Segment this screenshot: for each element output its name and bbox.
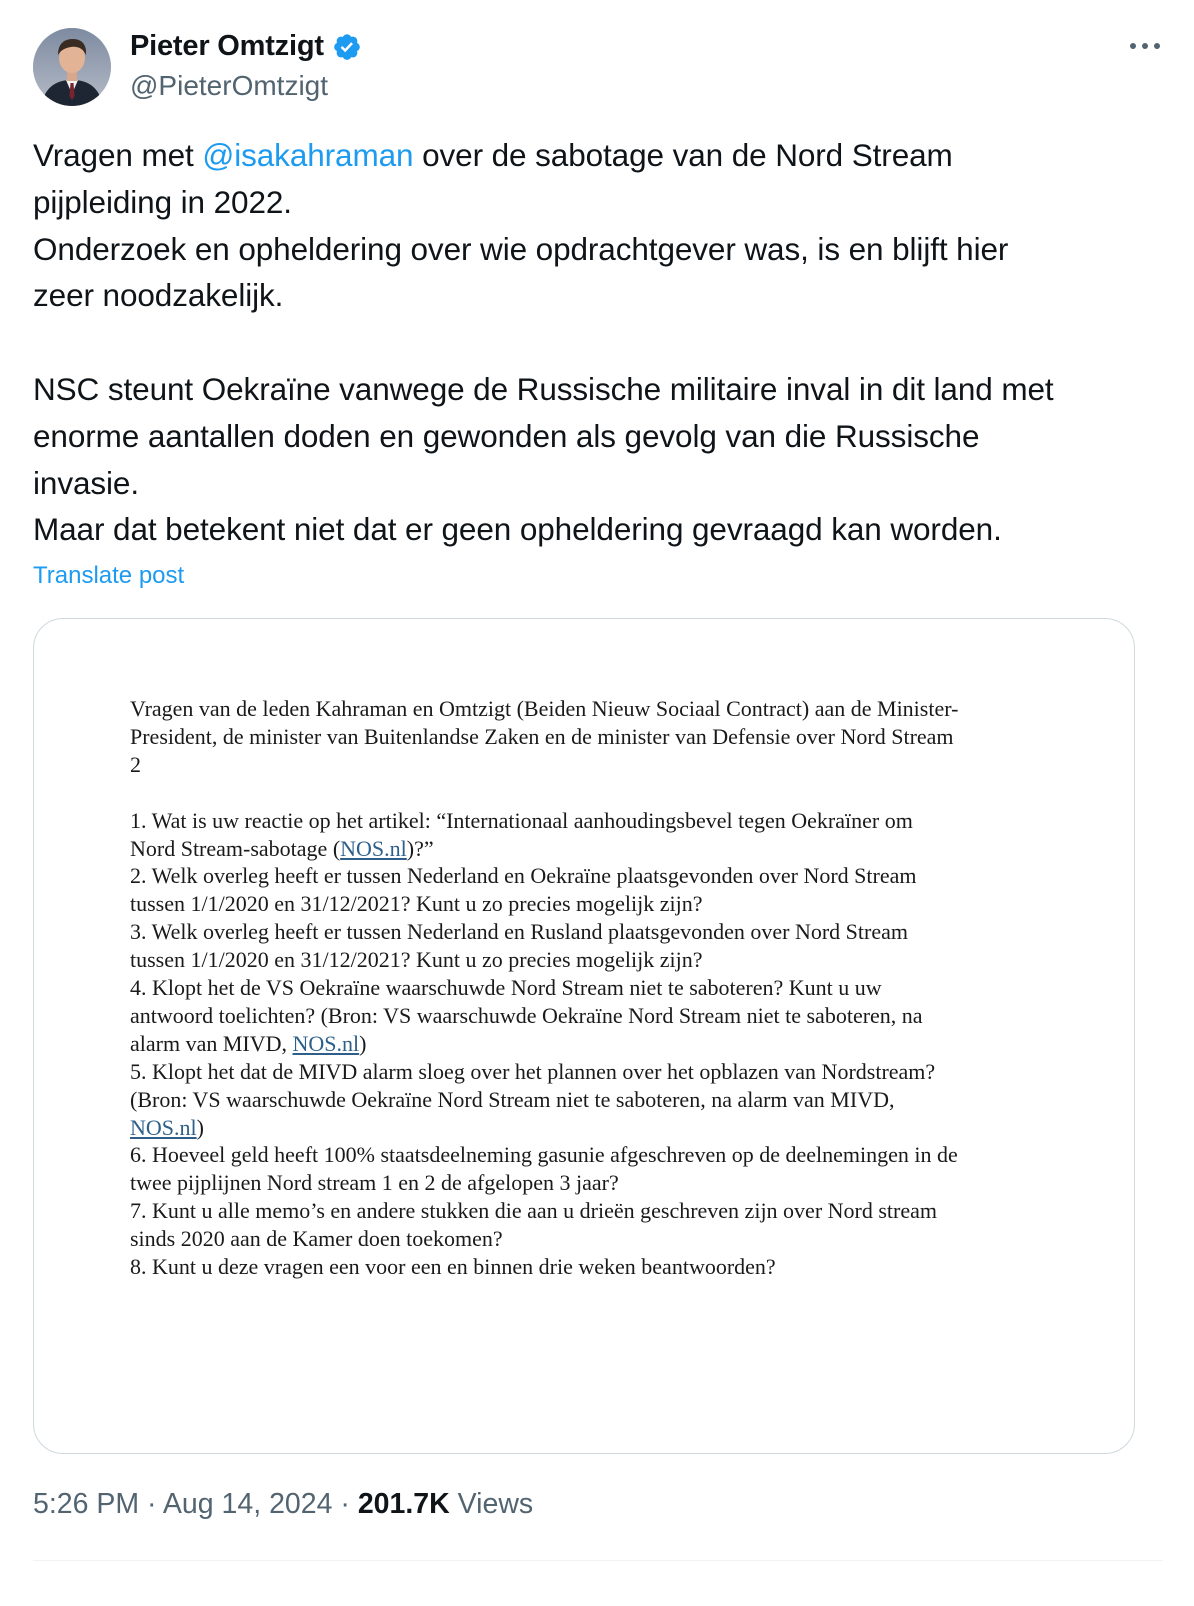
text-run: antwoord toelichten? (Bron: VS waarschuwde Oekraïne Nord Stream niet te saboteren, na xyxy=(130,1002,923,1028)
source-link: NOS.nl xyxy=(292,1030,360,1056)
text-run: (Bron: VS waarschuwde Oekraïne Nord Stream niet te saboteren, na alarm van MIVD, xyxy=(130,1086,895,1112)
text-run: 2. Welk overleg heeft er tussen Nederland en Oekraïne plaatsgevonden over Nord Stream xyxy=(130,863,917,889)
tweet-line xyxy=(33,413,1173,460)
text-run: Vragen met xyxy=(33,137,203,173)
tweet-line xyxy=(33,506,1173,553)
text-run: tussen 1/1/2020 en 31/12/2021? Kunt u zo precies mogelijk zijn? xyxy=(130,891,703,917)
text-run: zeer noodzakelijk. xyxy=(33,277,284,314)
document-line xyxy=(130,1169,1060,1197)
tweet-header xyxy=(33,28,1163,108)
text-run: 2 xyxy=(130,751,141,777)
text-run: 6. Hoeveel geld heeft 100% staatsdeelneming gasunie afgeschreven op de deelnemingen in de xyxy=(130,1142,958,1168)
text-run: 4. Klopt het de VS Oekraïne waarschuwde Nord Stream niet te saboteren? Kunt u uw xyxy=(130,975,882,1001)
text-run: Vragen van de leden Kahraman en Omtzigt (Beiden Nieuw Sociaal Contract) aan de Minister- xyxy=(130,696,959,721)
document-line xyxy=(130,946,1060,974)
text-run: President, de minister van Buitenlandse Zaken en de minister van Defensie over Nord Stream xyxy=(130,723,954,749)
avatar[interactable] xyxy=(33,28,111,106)
source-link: NOS.nl xyxy=(340,835,407,861)
views-label: Views xyxy=(449,1488,534,1520)
more-horizontal-icon[interactable] xyxy=(1127,38,1163,54)
meta-separator: · xyxy=(332,1488,358,1520)
tweet-line xyxy=(33,132,1173,179)
translate-post-link[interactable]: Translate post xyxy=(33,562,185,589)
divider xyxy=(33,1560,1163,1561)
text-run: ) xyxy=(196,1114,204,1140)
profile-photo-icon xyxy=(33,28,111,106)
document-line xyxy=(130,807,1060,835)
text-run: 5. Klopt het dat de MIVD alarm sloeg over het plannen over het opblazen van Nordstream? xyxy=(130,1058,936,1084)
text-run: ) xyxy=(359,1030,367,1056)
text-run: over de sabotage van de Nord Stream xyxy=(413,137,953,173)
document-line xyxy=(130,835,1060,863)
text-run: 3. Welk overleg heeft er tussen Nederland en Rusland plaatsgevonden over Nord Stream xyxy=(130,919,908,945)
text-run: Nord Stream-sabotage ( xyxy=(130,835,341,861)
author-handle[interactable]: @PieterOmtzigt xyxy=(130,70,329,101)
tweet-line xyxy=(33,366,1173,413)
text-run: pijpleiding in 2022. xyxy=(33,183,292,220)
text-run: sinds 2020 aan de Kamer doen toekomen? xyxy=(130,1226,503,1252)
tweet-line xyxy=(33,460,1173,507)
document-line xyxy=(130,1058,1060,1086)
blank-line xyxy=(33,319,1173,366)
mention-link[interactable]: @isakahraman xyxy=(202,137,414,173)
text-run: Onderzoek en opheldering over wie opdrachtgever was, is en blijft hier xyxy=(33,230,1009,267)
text-run: twee pijplijnen Nord stream 1 en 2 de afgelopen 3 jaar? xyxy=(130,1170,619,1196)
document-line xyxy=(130,1030,1060,1058)
document-line xyxy=(130,1086,1060,1114)
document-text xyxy=(130,695,1060,1281)
blank-line xyxy=(130,779,1060,807)
author-display-name[interactable]: Pieter Omtzigt xyxy=(130,30,324,62)
document-line xyxy=(130,723,1060,751)
tweet-line xyxy=(33,179,1173,226)
verified-badge-icon[interactable] xyxy=(332,32,362,62)
text-run: Maar dat betekent niet dat er geen opheldering gevraagd kan worden. xyxy=(33,511,1002,548)
meta-separator: · xyxy=(139,1488,163,1520)
text-run: 7. Kunt u alle memo’s en andere stukken die aan u drieën geschreven zijn over Nord stream xyxy=(130,1198,937,1224)
document-line xyxy=(130,1253,1060,1281)
text-run: invasie. xyxy=(33,464,140,501)
text-run: )?” xyxy=(406,835,434,861)
document-line xyxy=(130,1114,1060,1142)
post-time[interactable]: 5:26 PM xyxy=(33,1488,140,1520)
document-line xyxy=(130,751,1060,779)
document-line xyxy=(130,862,1060,890)
document-line xyxy=(130,1141,1060,1169)
text-run: alarm van MIVD, xyxy=(130,1030,293,1056)
text-run: NSC steunt Oekraïne vanwege de Russische militaire inval in dit land met xyxy=(33,370,1054,407)
document-line xyxy=(130,1225,1060,1253)
tweet-line xyxy=(33,226,1173,273)
text-run: enorme aantallen doden en gewonden als gevolg van die Russische xyxy=(33,417,980,454)
document-line xyxy=(130,1197,1060,1225)
tweet-metadata xyxy=(33,1488,533,1521)
document-line xyxy=(130,890,1060,918)
document-line xyxy=(130,695,1060,723)
views-count: 201.7K xyxy=(357,1488,450,1520)
attached-image[interactable] xyxy=(33,618,1135,1454)
tweet-text xyxy=(33,132,1173,553)
text-run: 1. Wat is uw reactie op het artikel: “Internationaal aanhoudingsbevel tegen Oekraïner om xyxy=(130,807,913,833)
document-line xyxy=(130,1002,1060,1030)
tweet-line xyxy=(33,272,1173,319)
source-link: NOS.nl xyxy=(130,1114,197,1140)
text-run: 8. Kunt u deze vragen een voor een en binnen drie weken beantwoorden? xyxy=(130,1254,776,1280)
text-run: tussen 1/1/2020 en 31/12/2021? Kunt u zo precies mogelijk zijn? xyxy=(130,947,703,973)
document-line xyxy=(130,918,1060,946)
document-line xyxy=(130,974,1060,1002)
post-date[interactable]: Aug 14, 2024 xyxy=(162,1488,333,1520)
author-name-row xyxy=(130,30,362,63)
